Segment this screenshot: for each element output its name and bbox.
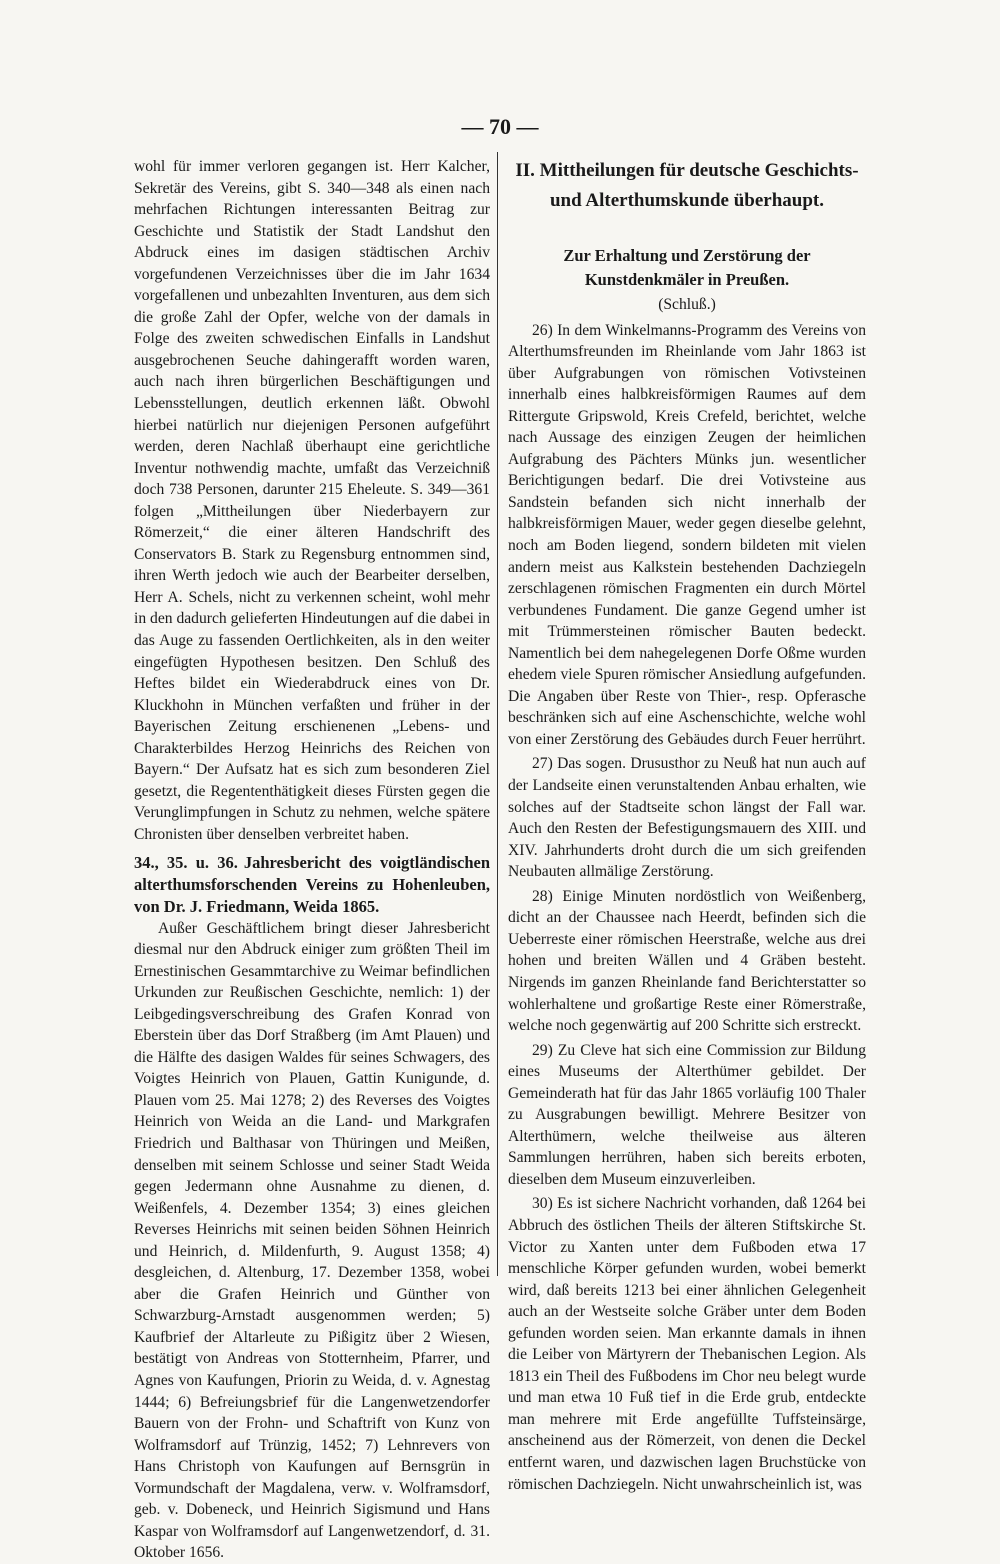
page-number: — 70 — bbox=[461, 114, 539, 139]
left-paragraph-2: Außer Geschäftlichem bringt dieser Jahresbericht diesmal nur den Abdruck einiger zum größten Theil im Ernestinischen Gesammtarchive zu Weimar befindlichen Urkunden zur Reußischen Geschichte, nemlich: 1) der Leibgedingsverschreibung des Grafen Konrad von Eberstein über das Dorf Straßberg (im Amt Plauen) und die Hälfte des dasigen Waldes für seines Schwagers, des Voigtes Heinrich von Plauen, Gattin Kunigunde, d. Plauen vom 25. Mai 1278; 2) des Reverses des Voigtes Heinrich von Weida an die Land- und Markgrafen Friedrich und Balthasar von Thüringen und Meißen, denselben mit seinem Schlosse und seiner Stadt Weida gegen Jedermann ohne Ausnahme zu dienen, d. Weißenfels, 4. Dezember 1354; 3) eines gleichen Reverses Heinrichs mit seinen beiden Söhnen Heinrich und Heinrich, d. Mildenfurth, 9. August 1358; 4) desgleichen, d. Altenburg, 17. Dezember 1358, wobei aber die Grafen Heinrich und Günther von Schwarzburg-Arnstadt ausgenommen werden; 5) Kaufbrief der Altarleute zu Pißigitz über 2 Wiesen, bestätigt von Andreas von Stotternheim, Pfarrer, und Agnes von Kaufungen, Priorin zu Weida, d. v. Agnestag 1444; 6) Befreiungsbrief für die Langenwetzendorfer Bauern von der Frohn- und Schaftrift von Kunz von Wolframsdorf auf Trünzig, 1452; 7) Lehnrevers von Hans Christoph von Kaufungen auf Bernsgrün in Vormundschaft der Magdalena, verw. v. Wolframsdorf, geb. v. Dobeneck, und Heinrich Sigismund und Hans Kaspar von Wolframsdorf auf Langenwetzendorf, d. 31. Oktober 1656. bbox=[134, 919, 490, 1562]
entry-title: Jahresbericht des voigtländischen alterthumsforschenden Vereins zu Hohenleuben, von Dr. J. Friedmann, Weida 1865. bbox=[134, 852, 490, 916]
entry-heading bbox=[134, 852, 490, 918]
paragraph-30: 30) Es ist sichere Nachricht vorhanden, daß 1264 bei Abbruch des östlichen Theils der älteren Stiftskirche St. Victor zu Xanten unter dem Fußboden etwa 17 menschliche Körper gefunden wurden, wobei bemerkt wird, daß bereits 1213 bei einer ähnlichen Gelegenheit auch an der Westseite solche Gräber unter dem Boden gefunden worden seien. Man erkannte damals in ihnen die Leiber von Märtyrern der Thebanischen Legion. Als 1813 ein Theil des Fußbodens im Chor neu belegt wurde und man etwa 10 Fuß tief in die Erde grub, entdeckte man mehrere mit Erde angefüllte Tuffsteinsärge, anscheinend aus der Römerzeit, von denen die Deckel entfernt waren, und dazwischen lagen Bruchstücke von römischen Dachziegeln. Nicht unwahrscheinlich ist, was bbox=[508, 1195, 866, 1493]
left-column bbox=[134, 156, 490, 1564]
paragraph-26: 26) In dem Winkelmanns-Programm des Vereins von Alterthumsfreunden im Rheinlande vom Jahr 1863 ist über Aufgrabungen von römischen Votivsteinen innerhalb eines halbkreisförmigen Raumes auf dem Rittergute Gripswold, Kreis Crefeld, berichtet, welche nach Aussage des einzigen Zeugen der heimlichen Aufgrabung des Pächters Münks jun. wesentlicher Berichtigungen bedarf. Die drei Votivsteine aus Sandstein befanden sich nicht innerhalb der halbkreisförmigen Mauer, weder gegen dieselbe gelehnt, noch am Boden liegend, sondern bildeten mit vielen andern meist aus Kalkstein bestehenden Dachziegeln zerschlagenen römischen Fragmenten ein durch Mörtel verbundenes Fundament. Die ganze Gegend umher ist mit Trümmersteinen römischer Bauten bedeckt. Namentlich bei dem nahegelegenen Dorfe Oßme wurden ehedem viele Spuren römischer Ansiedlung aufgefunden. Die Angaben über Reste von Thier-, resp. Opferasche beschränken sich auf eine Aschenschichte, welche wohl von einer Zerstörung des Gebäudes durch Feuer herrührt. bbox=[508, 321, 866, 748]
article-subtitle: (Schluß.) bbox=[658, 296, 716, 313]
left-paragraph-1: wohl für immer verloren gegangen ist. Herr Kalcher, Sekretär des Vereins, gibt S. 340—348 als einen nach mehrfachen Richtungen interessanten Beitrag zur Geschichte und Statistik der Stadt Landshut den Abdruck eines im dasigen städtischen Archiv vorgefundenen Verzeichnisses über die im Jahr 1634 vorgefallenen und unbezahlten Inventuren, aus dem sich die große Zahl der Opfer, welche von der damals in Folge des zweiten schwedischen Einfalls in Landshut ausgebrochenen Seuche dahingerafft worden waren, auch nach ihren bürgerlichen Beschäftigungen und Lebensstellungen, deutlich erkennen läßt. Obwohl hierbei natürlich nur diejenigen Personen aufgeführt werden, deren Nachlaß überhaupt eine gerichtliche Inventur nothwendig machte, umfaßt das Verzeichniß doch 738 Personen, darunter 215 Eheleute. S. 349—361 folgen „Mittheilungen über Niederbayern zur Römerzeit,“ die einer älteren Handschrift des Conservators B. Stark zu Regensburg entnommen sind, ihren Werth jedoch wie auch der Bearbeiter derselben, Herr A. Schels, nicht zu verkennen scheint, wohl mehr in den dadurch gelieferten Hindeutungen auf die dabei in das Auge zu fassenden Oertlichkeiten, als in den weiter eingefügten Hypothesen besitzen. Den Schluß des Heftes bildet ein Wiederabdruck eines von Dr. Kluckhohn in München verfaßten und früher in der Bayerischen Zeitung erschienenen „Lebens- und Charakterbildes Herzog Heinrichs des Reichen von Bayern.“ Der Aufsatz hat es sich zum besonderen Ziel gesetzt, die Regententhätigkeit dieses Fürsten gegen die Verunglimpfungen in Schutz zu nehmen, welche spätere Chronisten über denselben verbreitet haben. bbox=[134, 158, 490, 843]
column-divider bbox=[497, 152, 498, 1276]
entry-number: 34., 35. u. 36. bbox=[134, 852, 238, 872]
paragraph-27: 27) Das sogen. Drususthor zu Neuß hat nun auch auf der Landseite einen verunstaltenden Anbau erhalten, wie solches auf der Stadtseite schon längst der Fall war. Auch den Resten der Befestigungsmauern des XIII. und XIV. Jahrhunderts droht durch die um sich greifenden Neubauten allmälige Zerstörung. bbox=[508, 755, 866, 881]
right-column bbox=[508, 156, 866, 1495]
section-title: II. Mittheilungen für deutsche Geschichts- und Alterthumskunde überhaupt. bbox=[515, 160, 859, 211]
paragraph-29: 29) Zu Cleve hat sich eine Commission zur Bildung eines Museums der Alterthümer gebildet. Der Gemeinderath hat für das Jahr 1865 vorläufig 100 Thaler zu Ausgrabungen bewilligt. Mehrere Besitzer von Alterthümern, welche theilweise aus älteren Sammlungen herrühren, haben sich bereits erboten, dieselben dem Museum einzuverleiben. bbox=[508, 1041, 866, 1188]
paragraph-28: 28) Einige Minuten nordöstlich von Weißenberg, dicht an der Chaussee nach Heerdt, befinden sich die Ueberreste einer römischen Heerstraße, welche aus drei hohen und breiten Wällen und 4 Gräben besteht. Nirgends im ganzen Rheinlande fand Berichterstatter so wohlerhaltene und großartige Reste einer Römerstraße, welche noch gegenwärtig auf 200 Schritte sich erstreckt. bbox=[508, 887, 866, 1035]
article-title: Zur Erhaltung und Zerstörung der Kunstdenkmäler in Preußen. bbox=[563, 246, 811, 289]
